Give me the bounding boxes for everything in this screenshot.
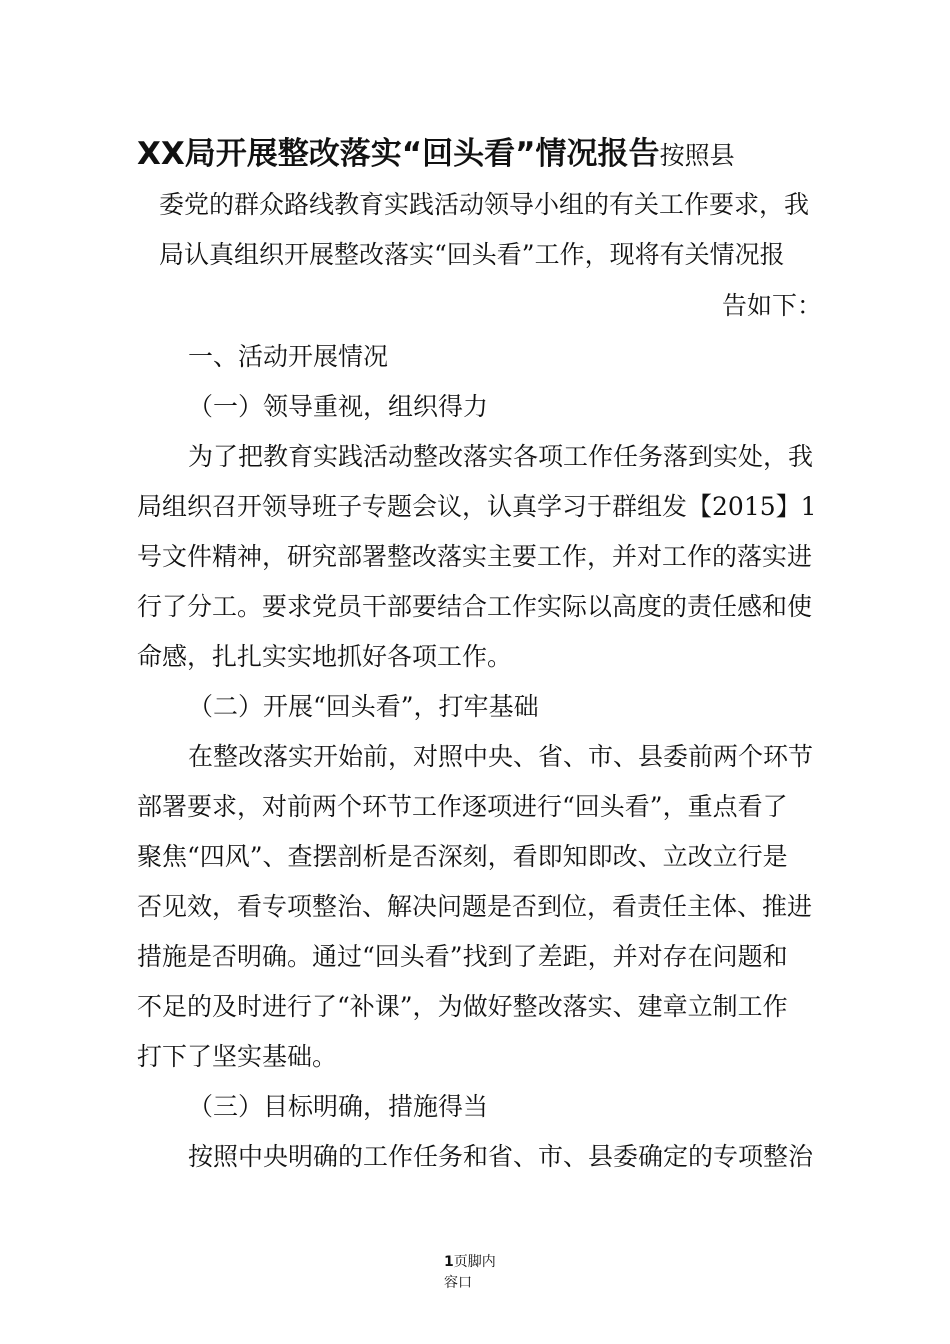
subsection-1-line-1: 为了把教育实践活动整改落实各项工作任务落到实处，我 bbox=[188, 442, 814, 471]
subsection-2-line-3: 聚焦“四风”、查摆剖析是否深刻，看即知即改、立改立行是 bbox=[137, 842, 788, 871]
subsection-1-line-2: 局组织召开领导班子专题会议，认真学习于群组发【2015】1 bbox=[137, 492, 817, 521]
subsection-3-heading: （三）目标明确，措施得当 bbox=[188, 1092, 489, 1121]
subsection-2-line-5: 措施是否明确。通过“回头看”找到了差距，并对存在问题和 bbox=[137, 942, 788, 971]
subsection-3-line-1: 按照中央明确的工作任务和省、市、县委确定的专项整治 bbox=[188, 1142, 814, 1171]
title-line bbox=[137, 134, 735, 174]
subsection-2-line-2: 部署要求，对前两个环节工作逐项进行“回头看”，重点看了 bbox=[137, 792, 788, 821]
title-continuation: 按照县 bbox=[659, 141, 735, 170]
intro-line-2: 局认真组织开展整改落实“回头看”工作，现将有关情况报 bbox=[159, 240, 785, 269]
footer-text-1: 页脚内 bbox=[453, 1254, 496, 1270]
subsection-2-line-4: 否见效，看专项整治、解决问题是否到位，看责任主体、推进 bbox=[137, 892, 813, 921]
subsection-2-line-6: 不足的及时进行了“补课”，为做好整改落实、建章立制工作 bbox=[137, 992, 788, 1021]
subsection-1-line-5: 命感，扎扎实实地抓好各项工作。 bbox=[137, 642, 513, 671]
document-title: XX局开展整改落实“回头看”情况报告 bbox=[137, 136, 660, 172]
subsection-1-line-3: 号文件精神，研究部署整改落实主要工作，并对工作的落实进 bbox=[137, 542, 813, 571]
page-footer-line-1 bbox=[444, 1253, 496, 1271]
intro-line-3: 告如下： bbox=[722, 291, 823, 320]
subsection-2-line-1: 在整改落实开始前，对照中央、省、市、县委前两个环节 bbox=[188, 742, 814, 771]
subsection-2-line-7: 打下了坚实基础。 bbox=[137, 1042, 338, 1071]
subsection-1-line-4: 行了分工。要求党员干部要结合工作实际以高度的责任感和使 bbox=[137, 592, 813, 621]
subsection-2-heading: （二）开展“回头看”，打牢基础 bbox=[188, 692, 539, 721]
subsection-1-heading: （一）领导重视，组织得力 bbox=[188, 392, 489, 421]
section-1-heading: 一、活动开展情况 bbox=[188, 342, 389, 371]
intro-line-1: 委党的群众路线教育实践活动领导小组的有关工作要求，我 bbox=[159, 190, 810, 219]
footer-text-2: 容口 bbox=[444, 1275, 472, 1291]
page-number: 1 bbox=[444, 1254, 454, 1270]
page-footer-line-2 bbox=[444, 1274, 472, 1292]
